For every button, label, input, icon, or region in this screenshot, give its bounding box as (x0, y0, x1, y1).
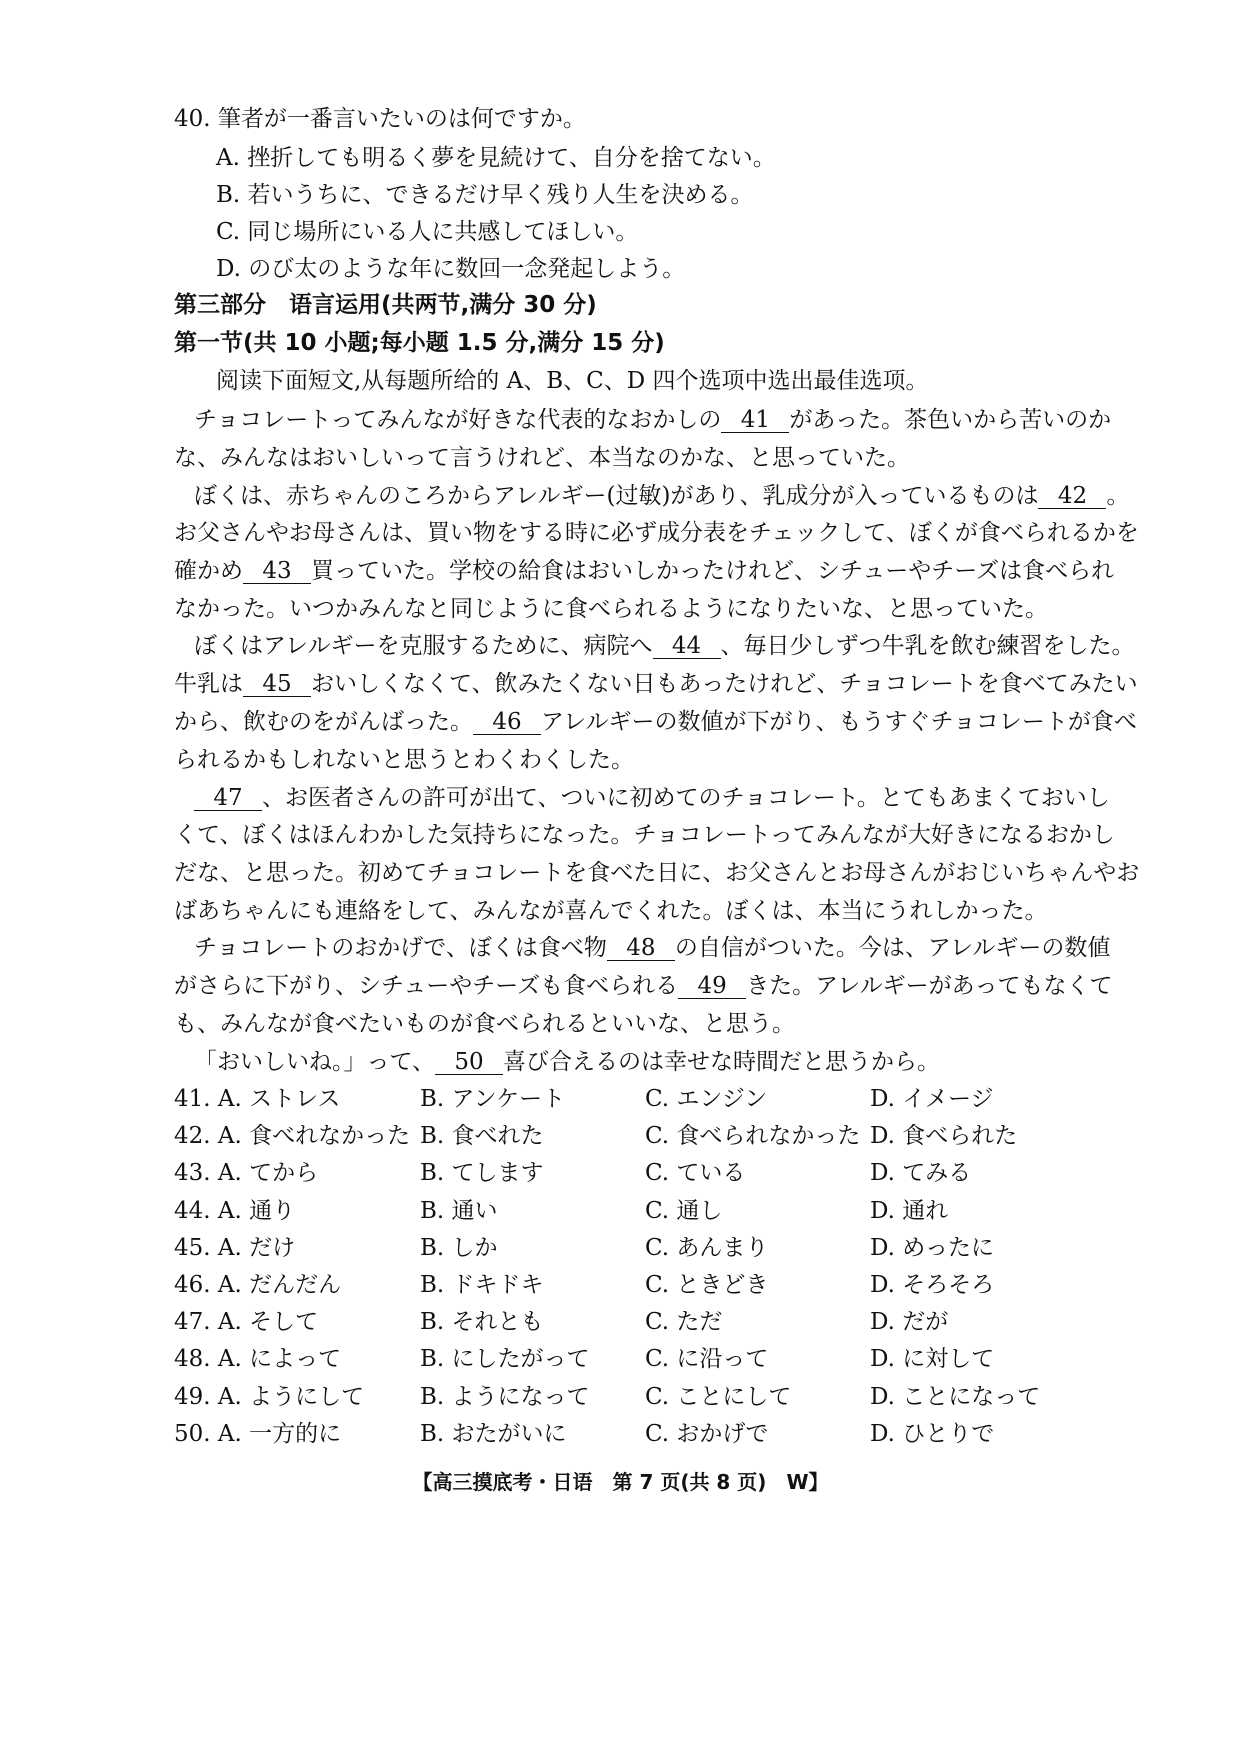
option-43-b: B. てします (420, 1160, 544, 1186)
option-48-c: C. に沿って (645, 1346, 769, 1372)
option-50-b: B. おたがいに (420, 1421, 567, 1447)
q40-option-a: A. 挫折しても明るく夢を見続けて、自分を捨てない。 (216, 145, 776, 171)
option-42-c: C. 食べられなかった (645, 1123, 861, 1149)
passage-line: 「おいしいね。」って、 50 喜び合えるのは幸せな時間だと思うから。 (194, 1049, 941, 1075)
passage-line: 47 、お医者さんの許可が出て、ついに初めてのチョコレート。とてもあまくておいし (194, 783, 1110, 813)
option-45-d: D. めったに (870, 1235, 995, 1261)
option-44-c: C. 通し (645, 1198, 723, 1224)
option-41-c: C. エンジン (645, 1086, 768, 1112)
blank-46: 46 (473, 710, 541, 735)
option-50-d: D. ひとりで (870, 1421, 995, 1447)
passage-line: ばあちゃんにも連絡をして、みんなが喜んでくれた。ぼくは、本当にうれしかった。 (174, 898, 1048, 924)
option-45-c: C. あんまり (645, 1235, 769, 1261)
passage-line: チョコレートってみんなが好きな代表的なおかしの 41 があった。茶色いから苦いのか (194, 407, 1112, 433)
blank-43: 43 (243, 559, 311, 584)
passage-line: がさらに下がり、シチューやチーズも食べられる 49 きた。アレルギーがあってもなくて (174, 973, 1113, 999)
option-47-n: 47. A. そして (174, 1309, 319, 1335)
option-49-b: B. ようになって (420, 1384, 590, 1410)
option-44-n: 44. A. 通り (174, 1198, 296, 1224)
blank-47: 47 (194, 786, 262, 811)
passage-line: な、みんなはおいしいって言うけれど、本当なのかな、と思っていた。 (174, 445, 910, 471)
passage-line: くて、ぼくはほんわかした気持ちになった。チョコレートってみんなが大好きになるおかし (174, 822, 1115, 848)
page-footer: 【高三摸底考・日语 第 7 页(共 8 页) W】 (412, 1470, 829, 1494)
passage-line: から、飲むのをがんばった。 46 アレルギーの数値が下がり、もうすぐチョコレートが食べ (174, 709, 1137, 735)
option-44-d: D. 通れ (870, 1198, 949, 1224)
option-47-d: D. だが (870, 1309, 949, 1335)
option-48-b: B. にしたがって (420, 1346, 590, 1372)
section1-title: 第一节(共 10 小题;每小题 1.5 分,满分 15 分) (174, 330, 665, 356)
option-46-d: D. そろそろ (870, 1272, 995, 1298)
option-47-c: C. ただ (645, 1309, 723, 1335)
instruction: 阅读下面短文,从每题所给的 A、B、C、D 四个选项中选出最佳选项。 (216, 368, 929, 394)
option-42-b: B. 食べれた (420, 1123, 544, 1149)
blank-42: 42 (1038, 484, 1106, 509)
option-50-c: C. おかげで (645, 1421, 769, 1447)
option-42-n: 42. A. 食べれなかった (174, 1123, 411, 1149)
passage-line: ぼくはアレルギーを克服するために、病院へ 44 、毎日少しずつ牛乳を飲む練習をした。 (194, 633, 1135, 659)
option-41-n: 41. A. ストレス (174, 1086, 341, 1112)
option-46-n: 46. A. だんだん (174, 1272, 342, 1298)
question-40-stem: 40. 筆者が一番言いたいのは何ですか。 (174, 106, 586, 132)
part3-title: 第三部分 语言运用(共两节,满分 30 分) (174, 292, 597, 318)
blank-41: 41 (721, 408, 789, 433)
option-49-d: D. ことになって (870, 1384, 1041, 1410)
blank-44: 44 (653, 634, 721, 659)
q40-option-c: C. 同じ場所にいる人に共感してほしい。 (216, 219, 639, 245)
passage-line: チョコレートのおかげで、ぼくは食べ物 48 の自信がついた。今は、アレルギーの数値 (194, 935, 1111, 961)
option-49-n: 49. A. ようにして (174, 1384, 365, 1410)
blank-45: 45 (243, 672, 311, 697)
passage-line: ぼくは、赤ちゃんのころからアレルギー(过敏)があり、乳成分が入っているものは 42 。 (194, 483, 1130, 509)
option-41-d: D. イメージ (870, 1086, 994, 1112)
option-46-c: C. ときどき (645, 1272, 769, 1298)
option-45-n: 45. A. だけ (174, 1235, 296, 1261)
passage-line: られるかもしれないと思うとわくわくした。 (174, 747, 634, 773)
option-43-c: C. ている (645, 1160, 746, 1186)
option-45-b: B. しか (420, 1235, 498, 1261)
passage-line: お父さんやお母さんは、買い物をする時に必ず成分表をチェックして、ぼくが食べられるかを (174, 520, 1139, 546)
option-48-d: D. に対して (870, 1346, 995, 1372)
option-41-b: B. アンケート (420, 1086, 566, 1112)
blank-48: 48 (607, 936, 675, 961)
passage-line: なかった。いつかみんなと同じように食べられるようになりたいな、と思っていた。 (174, 596, 1048, 622)
option-48-n: 48. A. によって (174, 1346, 342, 1372)
option-44-b: B. 通い (420, 1198, 498, 1224)
blank-49: 49 (678, 974, 746, 999)
option-50-n: 50. A. 一方的に (174, 1421, 342, 1447)
option-47-b: B. それとも (420, 1309, 544, 1335)
option-46-b: B. ドキドキ (420, 1272, 544, 1298)
option-42-d: D. 食べられた (870, 1123, 1018, 1149)
passage-line: だな、と思った。初めてチョコレートを食べた日に、お父さんとお母さんがおじいちゃんやお (174, 860, 1140, 886)
option-43-n: 43. A. てから (174, 1160, 319, 1186)
q40-option-b: B. 若いうちに、できるだけ早く残り人生を決める。 (216, 182, 754, 208)
q40-option-d: D. のび太のような年に数回一念発起しよう。 (216, 256, 686, 282)
passage-line: も、みんなが食べたいものが食べられるといいな、と思う。 (174, 1011, 795, 1037)
passage-line: 牛乳は 45 おいしくなくて、飲みたくない日もあったけれど、チョコレートを食べてみたい (174, 671, 1138, 697)
option-43-d: D. てみる (870, 1160, 972, 1186)
option-49-c: C. ことにして (645, 1384, 792, 1410)
passage-line: 確かめ 43 買っていた。学校の給食はおいしかったけれど、シチューやチーズは食べられ (174, 558, 1115, 584)
blank-50: 50 (435, 1050, 503, 1075)
